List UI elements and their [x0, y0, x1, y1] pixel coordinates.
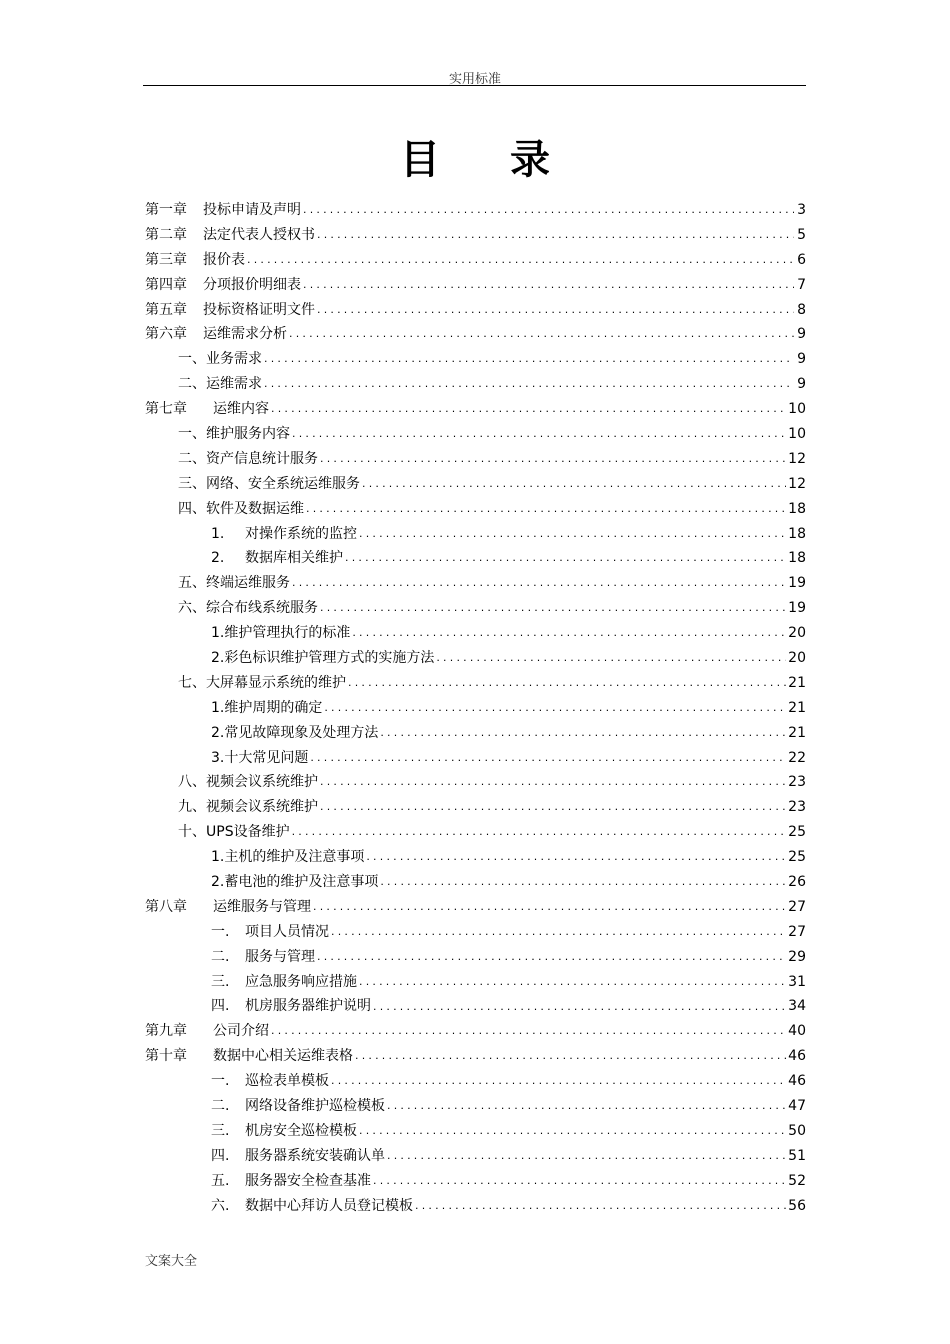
toc-entry[interactable]: [145, 546, 806, 571]
toc-leader-dots: [320, 447, 786, 472]
toc-entry[interactable]: [145, 198, 806, 223]
toc-entry[interactable]: [145, 646, 806, 671]
toc-entry-text: 一、维护服务内容: [178, 426, 290, 442]
toc-entry-text: 报价表: [203, 251, 245, 268]
page-footer: 文案大全: [145, 1254, 198, 1269]
toc-entry-number: 第二章: [145, 226, 187, 243]
toc-entry-label: [145, 223, 315, 248]
toc-entry[interactable]: [145, 397, 806, 422]
toc-entry-page: 9: [797, 376, 806, 393]
toc-entry-text: 机房安全巡检模板: [245, 1122, 357, 1139]
toc-leader-dots: [292, 422, 786, 447]
toc-entry-page: 40: [788, 1023, 806, 1040]
toc-entry-text: 二、资产信息统计服务: [178, 450, 318, 467]
toc-entry-page: 26: [788, 874, 806, 891]
toc-entry-number: 2.: [211, 550, 225, 567]
toc-entry[interactable]: [145, 870, 806, 895]
toc-entry[interactable]: [145, 372, 806, 397]
toc-leader-dots: [292, 820, 787, 845]
toc-entry[interactable]: [145, 1119, 806, 1144]
toc-entry[interactable]: [145, 1094, 806, 1119]
toc-entry[interactable]: [145, 522, 806, 547]
toc-leader-dots: [313, 895, 786, 920]
toc-entry-text: 1.主机的维护及注意事项: [211, 849, 365, 866]
toc-entry-page: 5: [797, 226, 806, 243]
toc-entry-page: 29: [788, 948, 806, 965]
toc-entry[interactable]: [145, 1194, 806, 1219]
toc-entry[interactable]: [145, 248, 806, 273]
toc-entry-label: [211, 1169, 371, 1194]
toc-entry-number: 四.: [211, 998, 230, 1015]
toc-entry-number: 1.: [211, 525, 225, 542]
toc-entry-label: [211, 646, 434, 671]
toc-entry-text: 公司介绍: [213, 1023, 269, 1040]
toc-entry-page: 46: [788, 1073, 806, 1090]
toc-entry-number: 第四章: [145, 276, 187, 293]
toc-entry[interactable]: [145, 273, 806, 298]
toc-entry-number: 第三章: [145, 251, 187, 268]
toc-entry-text: 对操作系统的监控: [245, 525, 357, 542]
toc-leader-dots: [352, 621, 786, 646]
header-rule: [143, 85, 806, 86]
toc-leader-dots: [380, 870, 786, 895]
toc-leader-dots: [247, 248, 794, 273]
toc-entry[interactable]: [145, 746, 806, 771]
toc-entry-label: [211, 994, 371, 1019]
toc-leader-dots: [380, 721, 786, 746]
toc-entry-number: 四.: [211, 1147, 230, 1164]
toc-entry-text: 运维需求分析: [203, 326, 287, 343]
toc-entry[interactable]: [145, 472, 806, 497]
toc-entry[interactable]: [145, 298, 806, 323]
toc-leader-dots: [387, 1094, 786, 1119]
toc-entry-label: [145, 248, 245, 273]
toc-entry-page: 47: [788, 1098, 806, 1115]
toc-entry-label: [145, 273, 301, 298]
toc-entry-label: [178, 571, 290, 596]
toc-entry-number: 第八章: [145, 898, 187, 915]
toc-entry-text: 网络设备维护巡检模板: [245, 1098, 385, 1115]
toc-entry-label: [211, 696, 322, 721]
toc-entry[interactable]: [145, 696, 806, 721]
toc-entry-number: 三.: [211, 973, 230, 990]
toc-leader-dots: [271, 397, 786, 422]
toc-leader-dots: [436, 646, 786, 671]
toc-entry[interactable]: [145, 895, 806, 920]
toc-entry-page: 21: [788, 674, 806, 691]
toc-entry-page: 25: [788, 849, 806, 866]
toc-entry-text: 投标申请及声明: [203, 201, 301, 218]
toc-entry[interactable]: [145, 970, 806, 995]
toc-title-char-2: 录: [510, 137, 550, 183]
toc-entry-text: 2.彩色标识维护管理方式的实施方法: [211, 650, 435, 667]
toc-entry-label: [145, 1019, 269, 1044]
toc-title: [0, 128, 950, 185]
toc-entry-text: 2.常见故障现象及处理方法: [211, 724, 379, 741]
toc-leader-dots: [331, 1069, 786, 1094]
toc-entry-label: [211, 870, 378, 895]
toc-entry-number: 一.: [211, 1073, 230, 1090]
toc-entry-text: 服务器安全检查基准: [245, 1172, 371, 1189]
toc-leader-dots: [348, 671, 786, 696]
toc-entry[interactable]: [145, 721, 806, 746]
toc-entry-label: [211, 920, 329, 945]
toc-entry-page: 50: [788, 1122, 806, 1139]
toc-entry[interactable]: [145, 920, 806, 945]
toc-entry-page: 22: [788, 749, 806, 766]
toc-entry-label: [145, 198, 301, 223]
toc-entry-label: [211, 970, 357, 995]
toc-entry-page: 18: [788, 525, 806, 542]
toc-entry-text: 七、大屏幕显示系统的维护: [178, 674, 346, 691]
toc-entry-label: [211, 621, 350, 646]
toc-entry-label: [211, 1119, 357, 1144]
toc-entry-page: 21: [788, 724, 806, 741]
toc-entry[interactable]: [145, 621, 806, 646]
toc-entry-number: 五.: [211, 1172, 230, 1189]
toc-entry-label: [178, 795, 318, 820]
toc-entry-page: 27: [788, 923, 806, 940]
toc-entry-label: [178, 447, 318, 472]
toc-leader-dots: [271, 1019, 786, 1044]
toc-entry-page: 19: [788, 600, 806, 617]
toc-leader-dots: [292, 571, 786, 596]
page-header: 实用标准: [448, 72, 501, 87]
toc-entry-page: 34: [788, 998, 806, 1015]
toc-entry-label: [211, 1144, 385, 1169]
toc-entry-page: 18: [788, 550, 806, 567]
toc-entry-text: 八、视频会议系统维护: [178, 774, 318, 791]
toc-entry[interactable]: [145, 1144, 806, 1169]
toc-entry-page: 56: [788, 1197, 806, 1214]
toc-entry[interactable]: [145, 945, 806, 970]
toc-entry-page: 46: [788, 1048, 806, 1065]
toc-leader-dots: [415, 1194, 786, 1219]
toc-entry-label: [178, 770, 318, 795]
toc-leader-dots: [264, 372, 794, 397]
toc-entry-text: 服务器系统安装确认单: [245, 1147, 385, 1164]
toc-entry-number: 二.: [211, 1098, 230, 1115]
toc-entry-text: 五、终端运维服务: [178, 575, 290, 592]
toc-entry-text: 法定代表人授权书: [203, 226, 315, 243]
toc-entry-page: 12: [788, 450, 806, 467]
toc-entry-number: 一.: [211, 923, 230, 940]
toc-entry-number: 二.: [211, 948, 230, 965]
toc-entry-text: 投标资格证明文件: [203, 301, 315, 318]
toc-entry-text: 2.蓄电池的维护及注意事项: [211, 874, 379, 891]
toc-leader-dots: [324, 696, 786, 721]
toc-entry-text: 应急服务响应措施: [245, 973, 357, 990]
toc-entry[interactable]: [145, 1044, 806, 1069]
toc-entry-text: 机房服务器维护说明: [245, 998, 371, 1015]
toc-entry-page: 51: [788, 1147, 806, 1164]
toc-entry-text: 数据中心拜访人员登记模板: [245, 1197, 413, 1214]
toc-entry-page: 20: [788, 650, 806, 667]
toc-entry[interactable]: [145, 1069, 806, 1094]
toc-entry[interactable]: [145, 671, 806, 696]
toc-leader-dots: [264, 347, 794, 372]
toc-leader-dots: [355, 1044, 786, 1069]
toc-leader-dots: [387, 1144, 786, 1169]
toc-entry-number: 第六章: [145, 326, 187, 343]
toc-entry-text: 二、运维需求: [178, 376, 262, 393]
toc-title-char-1: 目: [400, 137, 440, 183]
toc-entry-label: [145, 298, 315, 323]
toc-entry[interactable]: [145, 422, 806, 447]
toc-entry-page: 20: [788, 625, 806, 642]
toc-entry-label: [211, 1069, 329, 1094]
toc-entry[interactable]: [145, 845, 806, 870]
toc-leader-dots: [320, 596, 786, 621]
toc-entry-label: [145, 397, 269, 422]
toc-leader-dots: [331, 920, 786, 945]
toc-entry[interactable]: [145, 1169, 806, 1194]
toc-entry-text: 1.维护管理执行的标准: [211, 625, 351, 642]
toc-entry-label: [145, 1044, 353, 1069]
toc-entry-label: [178, 347, 262, 372]
toc-entry-label: [178, 422, 290, 447]
toc-leader-dots: [362, 472, 786, 497]
toc-leader-dots: [359, 522, 786, 547]
toc-entry-page: 10: [788, 426, 806, 442]
toc-entry-page: 10: [788, 401, 806, 418]
toc-leader-dots: [373, 1169, 786, 1194]
toc-entry[interactable]: [145, 820, 806, 845]
toc-leader-dots: [303, 273, 794, 298]
toc-leader-dots: [306, 497, 786, 522]
toc-entry[interactable]: [145, 571, 806, 596]
toc-entry-text: 3.十大常见问题: [211, 749, 309, 766]
toc-entry-text: 六、综合布线系统服务: [178, 600, 318, 617]
toc-entry-page: 7: [797, 276, 806, 293]
toc-entry-label: [211, 522, 357, 547]
toc-entry-label: [145, 895, 311, 920]
toc-entry-text: 巡检表单模板: [245, 1073, 329, 1090]
toc-entry-page: 23: [788, 799, 806, 816]
toc-entry-page: 9: [797, 351, 806, 368]
toc-leader-dots: [320, 770, 786, 795]
toc-entry-page: 9: [797, 326, 806, 343]
toc-entry-page: 8: [797, 301, 806, 318]
toc-entry-label: [211, 721, 378, 746]
toc-entry-page: 19: [788, 575, 806, 592]
toc-entry-page: 31: [788, 973, 806, 990]
toc-entry-page: 21: [788, 699, 806, 716]
toc-leader-dots: [289, 322, 794, 347]
toc-entry-text: 四、软件及数据运维: [178, 500, 304, 517]
toc-entry-text: 数据中心相关运维表格: [213, 1048, 353, 1065]
toc-entry-label: [211, 1194, 413, 1219]
toc-entry-text: 三、网络、安全系统运维服务: [178, 475, 360, 492]
toc-entry-label: [211, 945, 315, 970]
toc-entry[interactable]: [145, 322, 806, 347]
toc-entry-label: [178, 671, 346, 696]
toc-entry[interactable]: [145, 596, 806, 621]
toc-entry[interactable]: [145, 795, 806, 820]
toc-leader-dots: [345, 546, 786, 571]
toc-leader-dots: [359, 1119, 786, 1144]
toc-leader-dots: [317, 298, 794, 323]
toc-entry[interactable]: [145, 347, 806, 372]
toc-leader-dots: [366, 845, 786, 870]
toc-entry-label: [211, 1094, 385, 1119]
toc-entry-number: 第十章: [145, 1048, 187, 1065]
toc-entry-label: [211, 845, 364, 870]
toc-entry-label: [211, 746, 308, 771]
toc-entry-text: 一、业务需求: [178, 351, 262, 368]
toc-leader-dots: [317, 223, 794, 248]
toc-entry-label: [178, 497, 304, 522]
toc-entry-text: 分项报价明细表: [203, 276, 301, 293]
toc-entry-page: 52: [788, 1172, 806, 1189]
toc-entry-number: 三.: [211, 1122, 230, 1139]
toc-entry[interactable]: [145, 223, 806, 248]
toc-entry-text: 1.维护周期的确定: [211, 699, 323, 716]
toc-entry[interactable]: [145, 497, 806, 522]
toc-leader-dots: [359, 970, 786, 995]
toc-entry-label: [211, 546, 343, 571]
toc-entry-label: [178, 372, 262, 397]
toc-entry[interactable]: [145, 770, 806, 795]
toc-entry-text: 数据库相关维护: [245, 550, 343, 567]
toc-entry-page: 23: [788, 774, 806, 791]
table-of-contents: [145, 198, 806, 1219]
toc-leader-dots: [317, 945, 786, 970]
toc-entry-page: 25: [788, 824, 806, 841]
toc-entry-number: 第五章: [145, 301, 187, 318]
toc-entry-text: 运维服务与管理: [213, 898, 311, 915]
toc-entry[interactable]: [145, 1019, 806, 1044]
toc-entry-label: [145, 322, 287, 347]
toc-leader-dots: [320, 795, 786, 820]
toc-entry-text: 服务与管理: [245, 948, 315, 965]
toc-entry-label: [178, 596, 318, 621]
toc-entry-label: [178, 472, 360, 497]
toc-entry-text: 十、UPS设备维护: [178, 824, 290, 841]
toc-entry-number: 第七章: [145, 401, 187, 418]
toc-entry[interactable]: [145, 447, 806, 472]
toc-leader-dots: [373, 995, 786, 1020]
toc-entry-number: 第一章: [145, 201, 187, 218]
toc-entry-text: 项目人员情况: [245, 923, 329, 940]
toc-entry-label: [178, 820, 290, 845]
toc-entry-page: 12: [788, 475, 806, 492]
toc-entry-page: 3: [797, 201, 806, 218]
toc-entry-page: 18: [788, 500, 806, 517]
toc-entry-number: 第九章: [145, 1023, 187, 1040]
toc-entry[interactable]: [145, 995, 806, 1020]
toc-entry-text: 九、视频会议系统维护: [178, 799, 318, 816]
toc-entry-page: 27: [788, 898, 806, 915]
toc-entry-number: 六.: [211, 1197, 230, 1214]
toc-leader-dots: [303, 198, 794, 223]
toc-entry-page: 6: [797, 251, 806, 268]
toc-entry-text: 运维内容: [213, 401, 269, 418]
toc-leader-dots: [310, 746, 786, 771]
